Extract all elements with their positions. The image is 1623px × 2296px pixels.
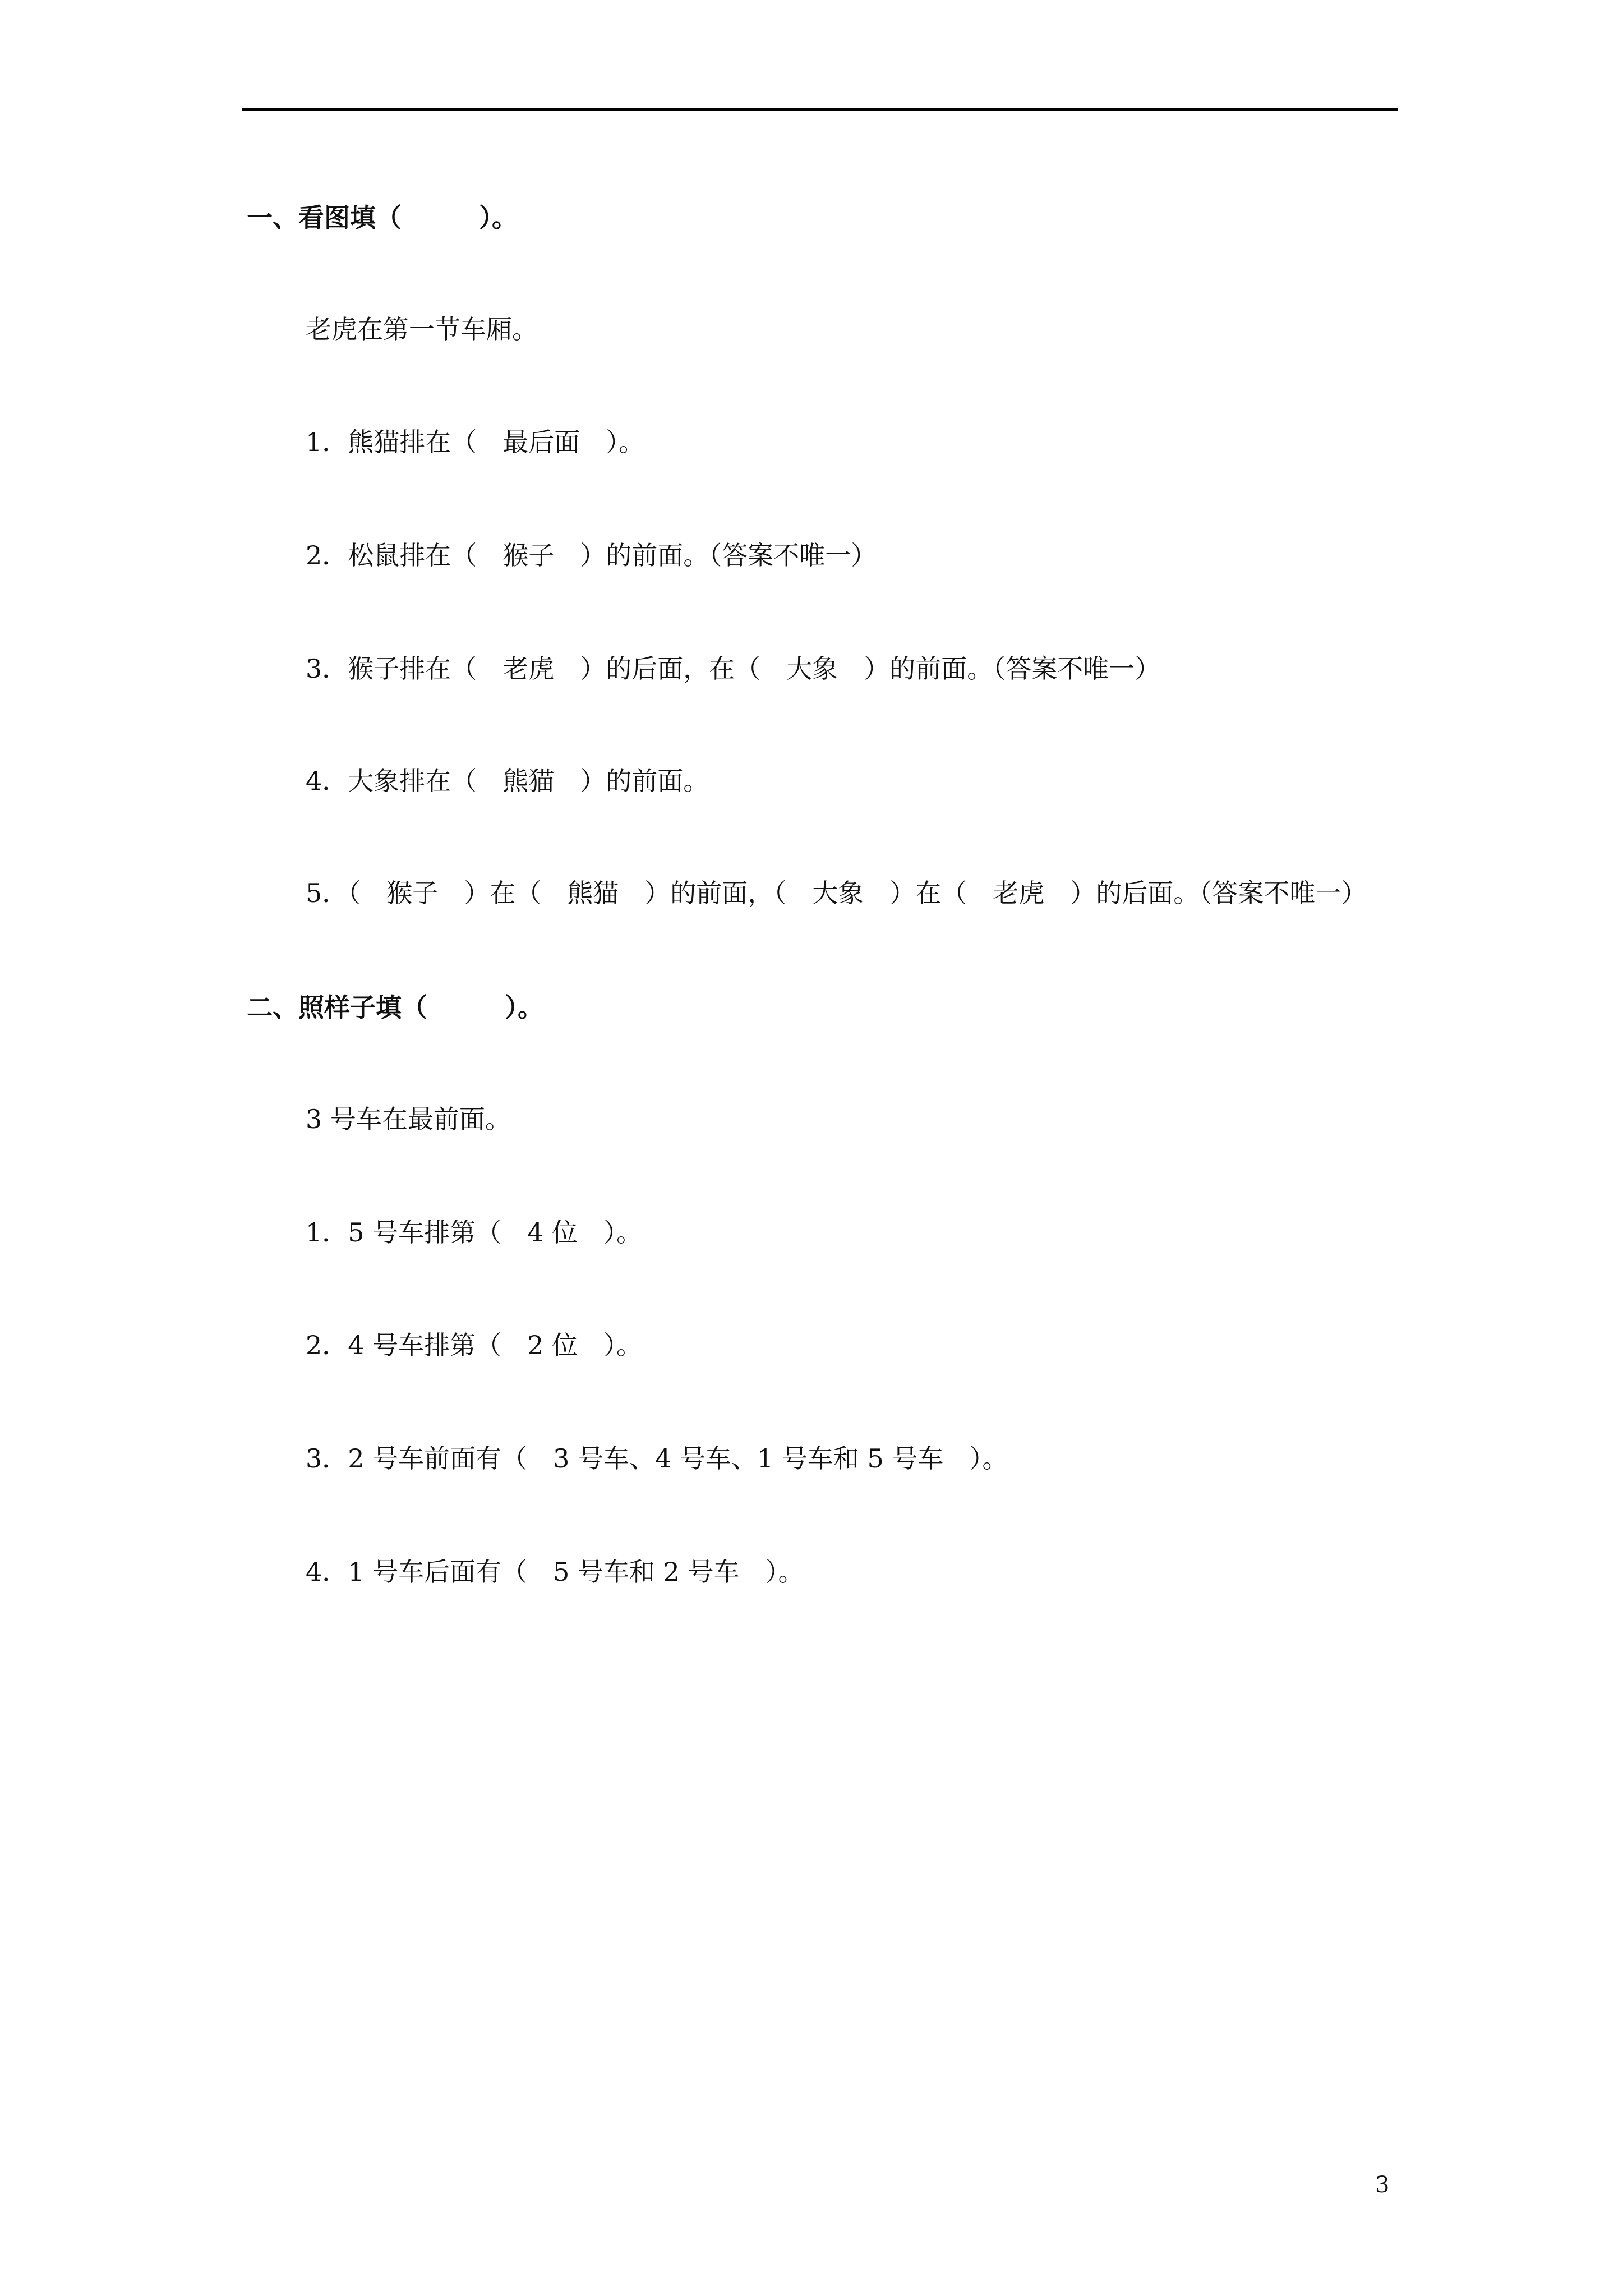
section-2-item-3: 3．2 号车前面有（ 3 号车、4 号车、1 号车和 5 号车 ）。 (306, 1443, 1008, 1474)
section-1-intro: 老虎在第一节车厢。 (306, 314, 538, 344)
section-1-item-5: 5．（ 猴子 ）在（ 熊猫 ）的前面，（ 大象 ）在（ 老虎 ）的后面。（答案不唯一） (306, 878, 1367, 908)
section-2-item-4: 4．1 号车后面有（ 5 号车和 2 号车 ）。 (306, 1557, 804, 1587)
section-1-item-4: 4．大象排在（ 熊猫 ）的前面。 (306, 766, 709, 796)
header-rule (242, 108, 1398, 111)
section-1-item-3: 3．猴子排在（ 老虎 ）的后面，在（ 大象 ）的前面。（答案不唯一） (306, 654, 1161, 684)
section-1-item-2: 2．松鼠排在（ 猴子 ）的前面。（答案不唯一） (306, 540, 877, 570)
section-2-item-2: 2．4 号车排第（ 2 位 ）。 (306, 1330, 643, 1360)
section-2-intro: 3 号车在最前面。 (306, 1104, 511, 1134)
section-2-item-1: 1．5 号车排第（ 4 位 ）。 (306, 1217, 643, 1248)
section-2-heading: 二、照样子填（ ）。 (247, 992, 543, 1023)
page-number: 3 (1375, 2172, 1390, 2198)
section-1-heading: 一、看图填（ ）。 (247, 203, 518, 233)
section-1-item-1: 1．熊猫排在（ 最后面 ）。 (306, 427, 645, 457)
